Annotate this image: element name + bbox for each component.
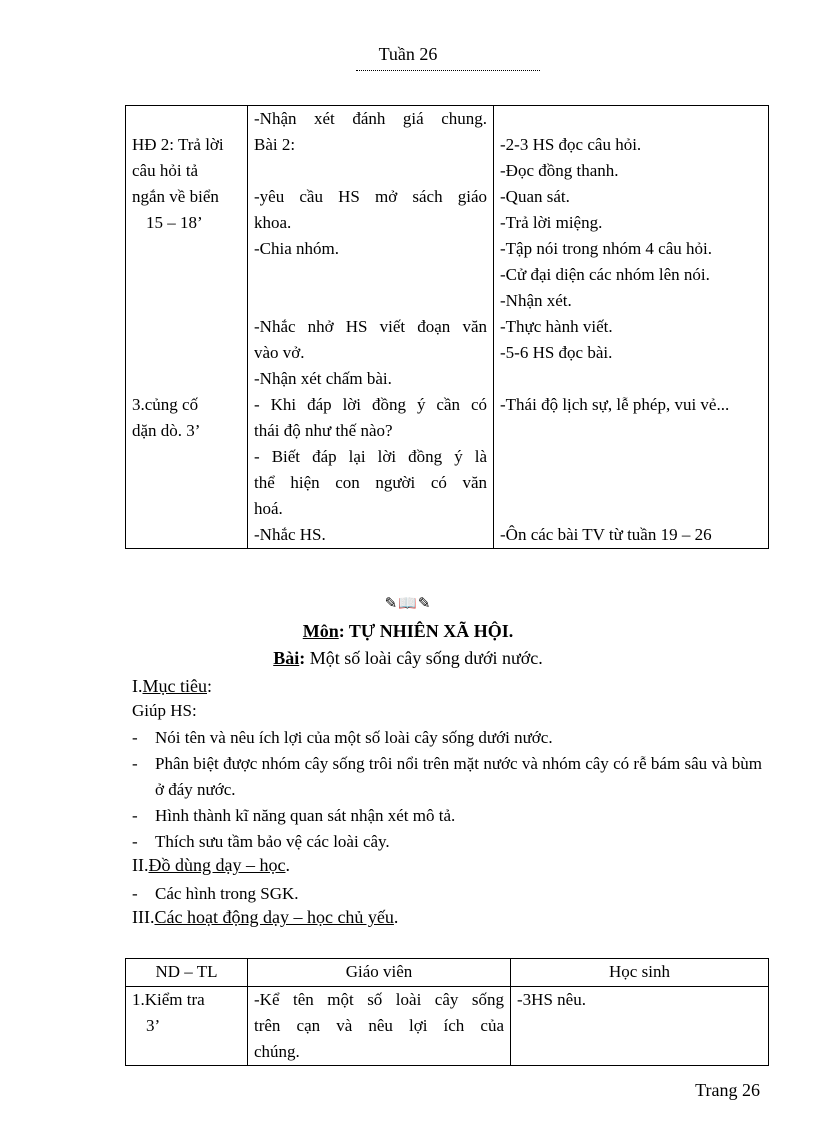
cell-line: -Thái độ lịch sự, lễ phép, vui vẻ... [500,395,730,414]
cell-line [500,418,762,444]
cell-line: -Nhắc nhở HS viết đoạn văn [254,317,487,336]
table-row [126,106,769,549]
list-item [132,829,762,855]
cell-line [254,158,487,184]
cell-line [500,444,762,470]
cell-line: HĐ 2: Trả lời [132,135,224,154]
cell-line [517,1013,762,1039]
cell-line [132,366,241,392]
cell-line: -Nhận xét đánh giá chung. [254,109,487,128]
cell-line: -Trả lời miệng. [500,213,603,232]
cell-line [132,340,241,366]
cell-line: chúng. [254,1042,300,1061]
cell-line: 15 – 18’ [146,213,203,232]
header-divider [356,70,540,71]
lesson-title [0,648,816,669]
cell-line [132,470,241,496]
page-footer: Trang 26 [695,1080,760,1100]
cell-line: -Tập nói trong nhóm 4 câu hỏi. [500,239,712,258]
header-cell-teacher: Giáo viên [248,959,511,987]
page-header: Tuần 26 [378,44,438,64]
section-activities [132,907,398,928]
subject-sep: : [338,621,349,641]
cell-line [254,288,487,314]
table-cell-teacher [248,987,511,1066]
section-tail: : [207,676,213,696]
objective-text: Nói tên và nêu ích lợi của một số loài cây sống dưới nước. [155,728,553,747]
list-item [132,803,762,829]
lesson-sep: : [299,648,310,668]
lesson-label: Bài [273,648,300,668]
cell-line: hoá. [254,499,283,518]
section-title: Đồ dùng dạy – học [148,855,286,875]
cell-line: khoa. [254,213,292,232]
table-cell-content [126,987,248,1066]
cell-line: - Biết đáp lại lời đồng ý là [254,447,487,466]
section-tail: . [285,855,290,875]
cell-line: vào vở. [254,343,305,362]
section-objectives [132,676,212,697]
cell-line: -Nhận xét. [500,291,572,310]
section-number: I. [132,676,143,696]
section-number: III. [132,907,155,927]
table-header-row [126,959,769,987]
cell-line: thể hiện con người có văn [254,473,487,492]
cell-line: thái độ như thế nào? [254,421,393,440]
section-tail: . [393,907,399,927]
activity-table [125,105,769,549]
cell-line: -Nhắc HS. [254,525,326,544]
cell-line [132,444,241,470]
cell-line [132,106,241,132]
lesson-name: Một số loài cây sống dưới nước. [309,648,543,668]
cell-line [132,288,241,314]
cell-line [132,522,241,548]
cell-line [254,262,487,288]
list-item [132,751,762,803]
cell-line: 3’ [146,1016,161,1035]
list-item [132,725,762,751]
subject-label: Môn [302,621,339,641]
cell-line [500,496,762,522]
cell-line: Bài 2: [254,135,296,154]
table-cell-student [494,106,769,549]
cell-line [132,496,241,522]
list-item [132,881,762,907]
table-cell-student [511,987,769,1066]
section-title: Mục tiêu [142,676,207,696]
cell-line: -Ôn các bài TV từ tuần 19 – 26 [500,525,712,544]
cell-line: -Quan sát. [500,187,570,206]
subject-title [0,621,816,642]
objective-text: Phân biệt được nhóm cây sống trôi nổi trên mặt nước và nhóm cây có rễ bám sâu và bùm ở đáy nước. [155,754,762,799]
bullet: - [132,728,138,747]
ornament-divider: ✎📖✎ [384,596,432,612]
cell-line: -Kể tên một số loài cây sống [254,990,504,1009]
cell-line: -Nhận xét chấm bài. [254,369,392,388]
cell-line: -Đọc đồng thanh. [500,161,619,180]
table-cell-teacher [248,106,494,549]
section-materials [132,855,290,876]
cell-line: dặn dò. 3’ [132,421,201,440]
cell-line: -2-3 HS đọc câu hỏi. [500,135,642,154]
objective-text: Hình thành kĩ năng quan sát nhận xét mô tả. [155,806,456,825]
cell-line: câu hỏi tả [132,161,199,180]
cell-line [517,1039,762,1065]
activity-table-2 [125,958,769,1066]
cell-line: trên cạn và nêu lợi ích của [254,1016,504,1035]
cell-line [132,1039,241,1065]
header-cell-content: ND – TL [126,959,248,987]
table-row [126,987,769,1066]
cell-line: -5-6 HS đọc bài. [500,343,613,362]
section-title: Các hoạt động dạy – học chủ yếu [154,907,394,927]
cell-line: -3HS nêu. [517,990,586,1009]
cell-line [500,470,762,496]
section-number: II. [132,855,149,875]
intro-text: Giúp HS: [132,701,197,720]
objective-text: Thích sưu tầm bảo vệ các loài cây. [155,832,390,851]
cell-line [500,366,762,392]
bullet: - [132,754,138,773]
cell-line [132,314,241,340]
cell-line: 3.củng cố [132,395,199,414]
bullet: - [132,832,138,851]
cell-line [132,236,241,262]
cell-line: - Khi đáp lời đồng ý cần có [254,395,487,414]
cell-line: -Thực hành viết. [500,317,613,336]
bullet: - [132,884,138,903]
cell-line: ngắn về biển [132,187,219,206]
cell-line [132,262,241,288]
cell-line: -yêu cầu HS mở sách giáo [254,187,487,206]
material-text: Các hình trong SGK. [155,884,299,903]
cell-line: -Cử đại diện các nhóm lên nói. [500,265,710,284]
header-cell-student: Học sinh [511,959,769,987]
bullet: - [132,806,138,825]
cell-line: -Chia nhóm. [254,239,339,258]
cell-line: 1.Kiểm tra [132,990,205,1009]
cell-line [500,106,762,132]
table-cell-content [126,106,248,549]
subject-name: TỰ NHIÊN XÃ HỘI. [348,621,514,641]
